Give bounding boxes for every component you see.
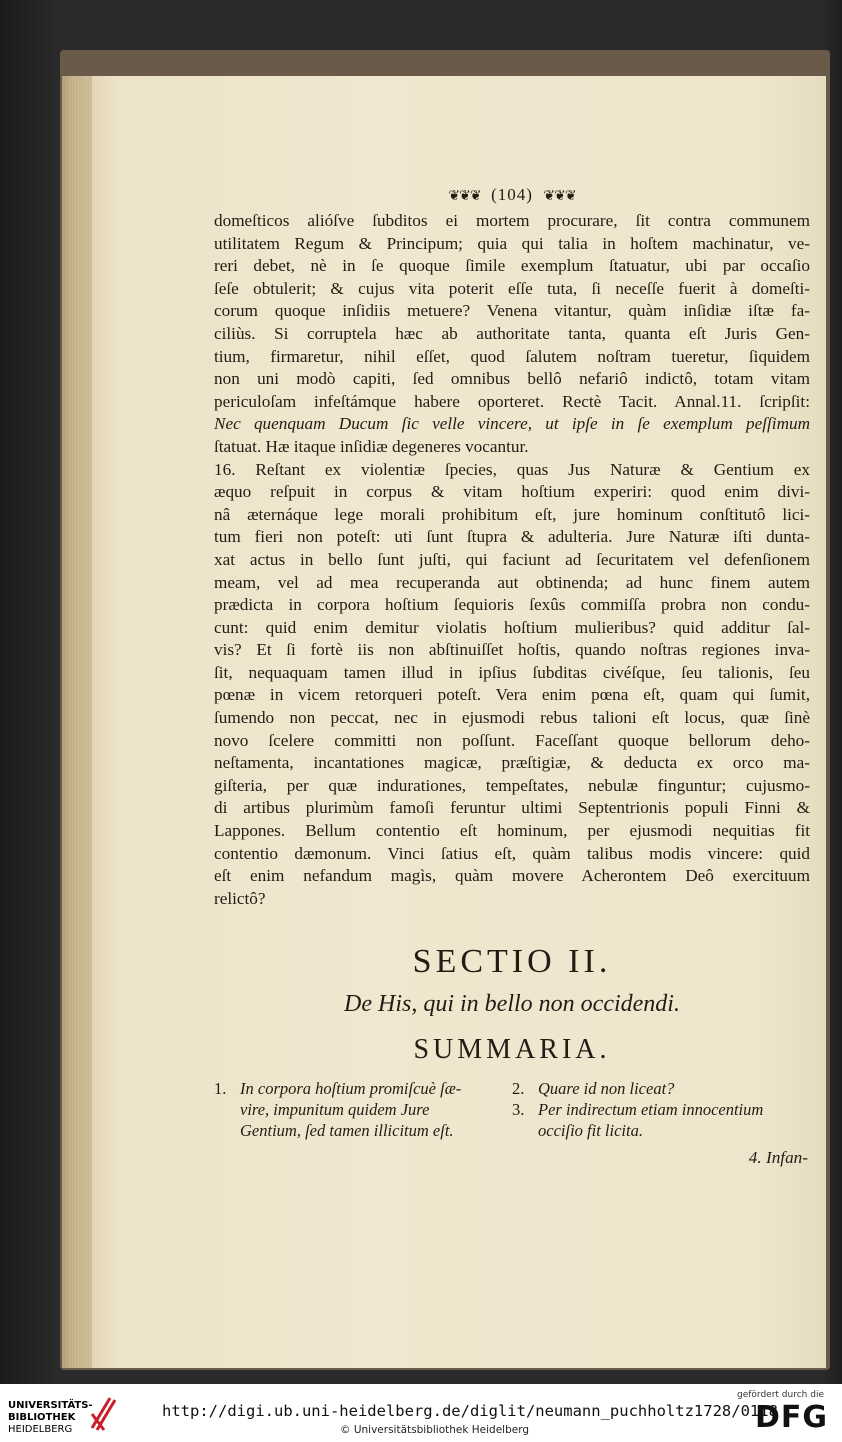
text-line: xat actus in bello ſunt juſti, qui faciunt ad ſecuritatem vel defenſionem: [214, 549, 810, 569]
text-line: Nec quenquam Ducum ſic velle vincere, ut ipſe in ſe exemplum peſſimum: [214, 414, 810, 434]
body-text: [214, 210, 810, 910]
summaria-right-column: [512, 1078, 810, 1141]
text-line: prædicta in corpora hoſtium ſequioris ſexûs commiſſa probra non condu-: [214, 595, 810, 615]
text-line: ſtatuat. Hæ itaque inſidiæ degeneres vocantur.: [214, 436, 529, 456]
catchword: 4. Infan-: [748, 1148, 808, 1168]
library-name-line: HEIDELBERG: [8, 1424, 73, 1435]
page-number: (104): [491, 185, 533, 204]
summaria-item: [214, 1078, 512, 1141]
text-line: utilitatem Regum & Principum; quia qui talia in hoſtem machinatur, ve-: [214, 233, 810, 253]
library-name: [8, 1400, 93, 1436]
viewer-footer: [0, 1384, 842, 1442]
text-line: neſtamenta, incantationes magicæ, præſtigiæ, & deducta ex orco ma-: [214, 753, 810, 773]
summaria-item-line: occiſio fit licita.: [538, 1121, 643, 1141]
text-line: contentio dæmonum. Vinci ſatius eſt, quàm talibus modis vincere: quid: [214, 843, 810, 863]
text-line: non uni modò capiti, ſed omnibus bellô nefariô indictô, totam vitam: [214, 369, 810, 389]
text-line: tum fieri non poteſt: uti ſunt ſtupra & adulteria. Jure Naturæ iſti dunta-: [214, 527, 810, 547]
summaria-list: [214, 1078, 810, 1141]
text-line: eſt enim nefandum magìs, quàm movere Acherontem Deô exercituum: [214, 866, 810, 886]
text-line: vis? Et ſi fortè iis non abſtinuiſſet hoſtis, quando noſtras regiones inva-: [214, 640, 810, 660]
text-line: cunt: quid enim demitur violatis hoſtium mulieribus? quid additur ſal-: [214, 617, 810, 637]
ornament-left-icon: ❦❦❦: [448, 189, 481, 204]
copyright-text: © Universitätsbibliothek Heidelberg: [340, 1424, 530, 1436]
text-line: reri debet, nè in ſe quoque ſimile exemplum ſtatuatur, ubi par occaſio: [214, 256, 810, 276]
text-line: nâ æternáque lege morali prohibitum eſt, jure hominum conſtitutô lici-: [214, 504, 810, 524]
text-line: ſit, nequaquam tamen illud in ipſius ſubditas civéſque, ſeu talionis, ſeu: [214, 662, 810, 682]
summaria-item-line: Per indirectum etiam innocentium: [538, 1100, 764, 1120]
text-line: Lappones. Bellum contentio eſt hominum, per ejusmodi nequitias fit: [214, 821, 810, 841]
summaria-item-number: 1.: [214, 1079, 227, 1099]
library-name-line: BIBLIOTHEK: [8, 1412, 76, 1423]
ornament-right-icon: ❦❦❦: [543, 189, 576, 204]
text-line: corum quoque inſidiis metuere? Venena vitantur, quàm inſidiæ iſtæ fa-: [214, 301, 810, 321]
funder-note: gefördert durch die: [737, 1390, 824, 1400]
text-line: meam, vel ad mea recuperanda aut obtinenda; ad hunc finem autem: [214, 572, 810, 592]
section-title: SECTIO II.: [412, 943, 612, 981]
summaria-item: [512, 1099, 810, 1141]
library-name-line: UNIVERSITÄTS-: [8, 1400, 93, 1411]
summaria-item-line: Quare id non liceat?: [538, 1079, 675, 1099]
text-line: pœnæ in vicem retorqueri poteſt. Vera enim pœna eſt, quam qui ſumit,: [214, 685, 810, 705]
summaria-item-number: 3.: [512, 1100, 525, 1120]
dfg-logo: DFG: [754, 1400, 828, 1435]
page-gutter: [62, 76, 92, 1368]
text-line: relictô?: [214, 888, 266, 908]
text-line: tium, firmaretur, nihil eſſet, quod ſalutem noſtram tueretur, ſiquidem: [214, 346, 810, 366]
text-line: ſumendo non peccat, nec in ejusmodi rebus talioni eſt locus, quæ ſinè: [214, 708, 810, 728]
summaria-item-line: vire, impunitum quidem Jure: [240, 1100, 430, 1120]
text-line: domeſticos alióſve ſubditos ei mortem procurare, ſit contra communem: [214, 211, 810, 230]
text-line: æquo reſpuit in corpus & vitam hoſtium experiri: quod enim divi-: [214, 482, 810, 502]
library-logo-icon: [88, 1394, 118, 1432]
summaria-item-line: Gentium, ſed tamen illicitum eſt.: [240, 1121, 454, 1141]
text-line: di artibus plurimùm famoſi feruntur ultimi Septentrionis populi Finni &: [214, 798, 810, 818]
text-line: periculoſam infeſtámque habere oporteret. Rectè Tacit. Annal.11. ſcripſit:: [214, 391, 810, 411]
summaria-item-number: 2.: [512, 1079, 525, 1099]
text-line: ciliùs. Si corruptela hæc ab authoritate tanta, quanta eſt Juris Gen-: [214, 323, 810, 343]
page-text: [214, 180, 810, 1170]
summaria-left-column: [214, 1078, 512, 1141]
text-line: ſeſe obtulerit; & cujus vita poterit eſſe tuta, ſi neceſſe fuerit à domeſti-: [214, 278, 810, 298]
permalink-link[interactable]: http://digi.ub.uni-heidelberg.de/diglit/neumann_puchholtz1728/0118: [162, 1402, 778, 1420]
summaria-item-line: In corpora hoſtium promiſcuè ſæ-: [240, 1079, 462, 1099]
text-line: novo ſcelere committi non poſſunt. Faceſſant quoque bellorum deho-: [214, 730, 810, 750]
section-subtitle: De His, qui in bello non occidendi.: [344, 991, 680, 1018]
text-line: giſteria, per quæ indurationes, tempeſtates, nebulæ finguntur; cujusmo-: [214, 775, 810, 795]
summaria-item: [512, 1078, 810, 1099]
text-line: 16. Reſtant ex violentiæ ſpecies, quas Jus Naturæ & Gentium ex: [214, 459, 810, 479]
summaria-title: SUMMARIA.: [413, 1034, 611, 1066]
running-header: [214, 180, 810, 210]
